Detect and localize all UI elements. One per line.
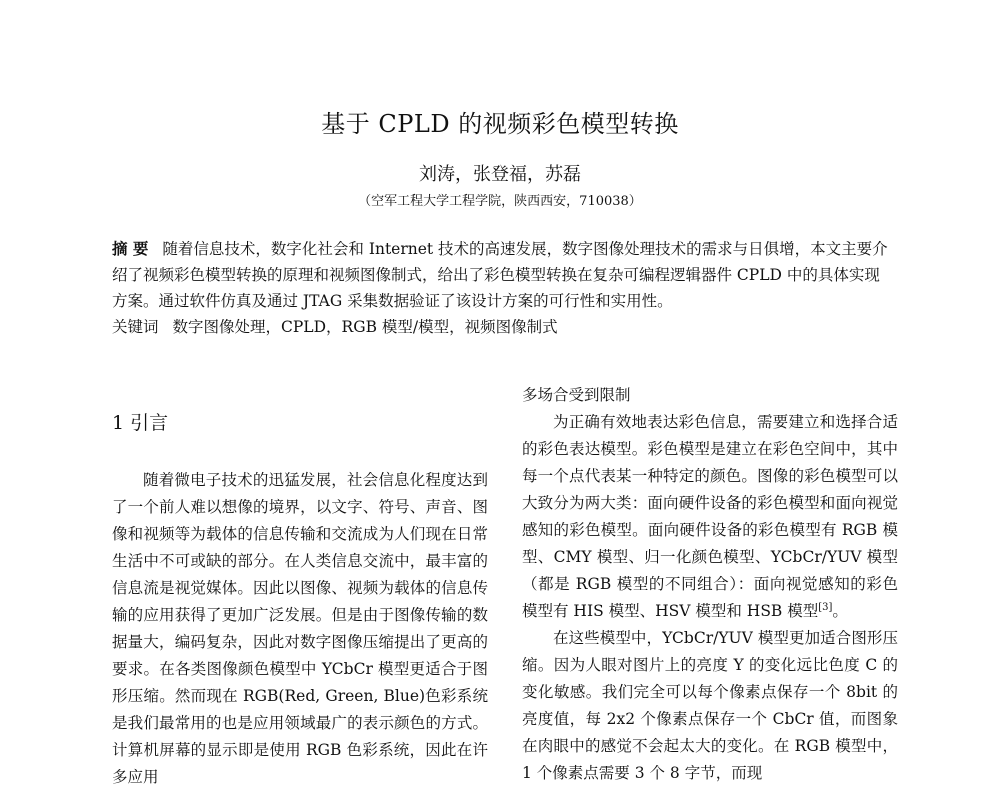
abstract-text: 随着信息技术，数字化社会和 Internet 技术的高速发展，数字图像处理技术的需求与日俱增，本文主要介绍了视频彩色模型转换的原理和视频图像制式，给出了彩色模型转换在复杂可编程逻辑器件 CPLD 中的具体实现方案。通过软件仿真及通过 JTAG 采集数据验证了该设计方案的可行性和实用性。 [112,240,888,310]
keywords-paragraph [112,314,892,340]
abstract-label: 摘 要 [112,239,149,258]
keywords-text: 数字图像处理，CPLD，RGB 模型/模型，视频图像制式 [172,318,558,336]
ycbcr-paragraph: 在这些模型中，YCbCr/YUV 模型更加适合图形压缩。因为人眼对图片上的亮度 Y 的变化远比色度 C 的变化敏感。我们完全可以每个像素点保存一个 8bit 的亮度值，每 2x2 个像素点保存一个 CbCr 值，而图象在肉眼中的感觉不会起太大的变化。在 RGB 模型中，1 个像素点需要 3 个 8 字节，而现 [522,629,898,782]
paper-affiliation: （空军工程大学工程学院，陕西西安，710038） [358,194,642,209]
abstract-paragraph [112,236,892,314]
right-column [522,382,898,787]
citation-ref: [3] [818,601,833,613]
abstract-block [112,236,892,340]
left-column [112,410,488,791]
color-model-text: 为正确有效地表达彩色信息，需要建立和选择合适的彩色表达模型。彩色模型是建立在彩色空间中，其中每一个点代表某一种特定的颜色。图像的彩色模型可以大致分为两大类：面向硬件设备的彩色模型和面向视觉感知的彩色模型。面向硬件设备的彩色模型有 RGB 模型、CMY 模型、归一化颜色模型、YCbCr/YUV 模型（都是 RGB 模型的不同组合）：面向视觉感知的彩色模型有 HIS 模型、HSV 模型和 HSB 模型 [522,413,898,620]
color-model-paragraph [522,409,898,625]
section-heading-introduction: 1 引言 [112,412,169,434]
paper-title: 基于 CPLD 的视频彩色模型转换 [321,110,679,138]
paper-authors: 刘涛，张登福，苏磊 [419,164,581,185]
keywords-label: 关键词 [112,318,159,336]
intro-paragraph: 随着微电子技术的迅猛发展，社会信息化程度达到了一个前人难以想像的境界，以文字、符号、声音、图像和视频等为载体的信息传输和交流成为人们现在日常生活中不可或缺的部分。在人类信息交流中，最丰富的信息流是视觉媒体。因此以图像、视频为载体的信息传输的应用获得了更加广泛发展。但是由于图像传输的数据量大，编码复杂，因此对数字图像压缩提出了更高的要求。在各类图像颜色模型中 YCbCr 模型更适合于图形压缩。然而现在 RGB(Red, Green, Blue)色彩系统是我们最常用的也是应用领域最广的表示颜色的方式。计算机屏幕的显示即是使用 RGB 色彩系统，因此在许多应用 [112,471,488,786]
color-model-end: 。 [832,602,848,620]
continued-line: 多场合受到限制 [522,386,631,404]
